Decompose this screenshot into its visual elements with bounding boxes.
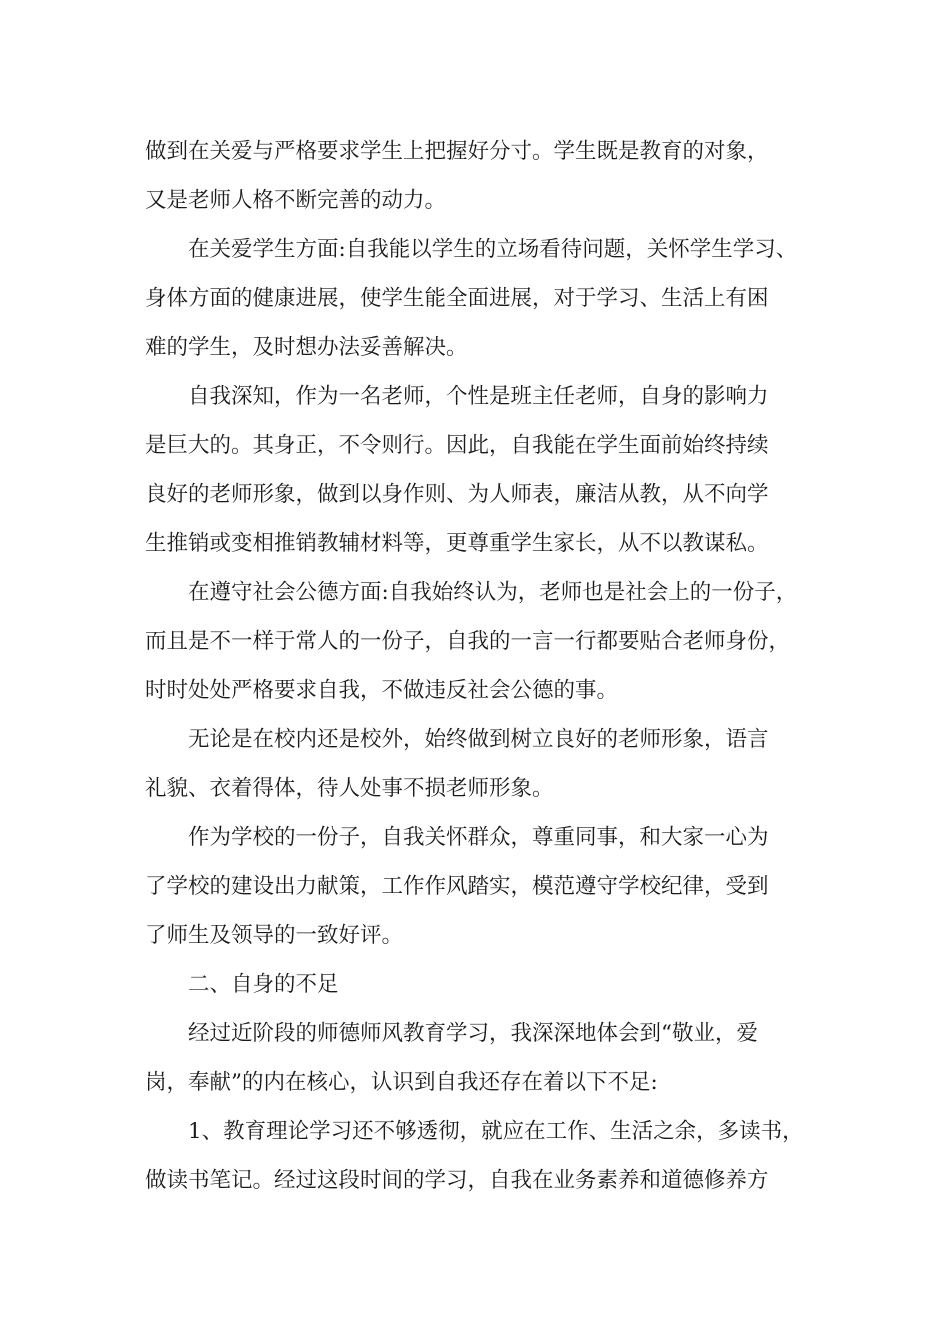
text-line: 无论是在校内还是校外，始终做到树立良好的老师形象，语言 xyxy=(188,727,769,752)
text-line: 而且是不一样于常人的一份子，自我的一言一行都要贴合老师身份， xyxy=(145,629,791,654)
text-line: 做到在关爱与严格要求学生上把握好分寸。学生既是教育的对象， xyxy=(145,139,769,164)
text-line: 又是老师人格不断完善的动力。 xyxy=(145,188,447,213)
text-line: 岗，奉献”的内在核心，认识到自我还存在着以下不足: xyxy=(145,1070,658,1095)
text-line: 礼貌、衣着得体，待人处事不损老师形象。 xyxy=(145,776,554,801)
text-line: 自我深知，作为一名老师，个性是班主任老师，自身的影响力 xyxy=(188,384,769,409)
text-line: 时时处处严格要求自我，不做违反社会公德的事。 xyxy=(145,678,619,703)
text-line: 作为学校的一份子，自我关怀群众，尊重同事，和大家一心为 xyxy=(188,825,769,850)
text-line: 良好的老师形象，做到以身作则、为人师表，廉洁从教，从不向学 xyxy=(145,482,769,507)
text-line: 做读书笔记。经过这段时间的学习，自我在业务素养和道德修养方 xyxy=(145,1168,769,1193)
text-line: 二、自身的不足 xyxy=(188,972,339,997)
text-line: 在关爱学生方面:自我能以学生的立场看待问题，关怀学生学习、 xyxy=(188,237,798,262)
text-line: 是巨大的。其身正，不令则行。因此，自我能在学生面前始终持续 xyxy=(145,433,769,458)
text-line: 了学校的建设出力献策，工作作风踏实，模范遵守学校纪律，受到 xyxy=(145,874,769,899)
text-line: 1、教育理论学习还不够透彻，就应在工作、生活之余，多读书， xyxy=(188,1119,804,1144)
text-line: 难的学生，及时想办法妥善解决。 xyxy=(145,335,468,360)
text-line: 了师生及领导的一致好评。 xyxy=(145,923,404,948)
text-line: 在遵守社会公德方面:自我始终认为，老师也是社会上的一份子， xyxy=(188,580,798,605)
text-line: 生推销或变相推销教辅材料等，更尊重学生家长，从不以教谋私。 xyxy=(145,531,769,556)
text-line: 经过近阶段的师德师风教育学习，我深深地体会到“敬业，爱 xyxy=(188,1021,758,1046)
text-line: 身体方面的健康进展，使学生能全面进展，对于学习、生活上有困 xyxy=(145,286,769,311)
document-body xyxy=(145,127,825,1205)
